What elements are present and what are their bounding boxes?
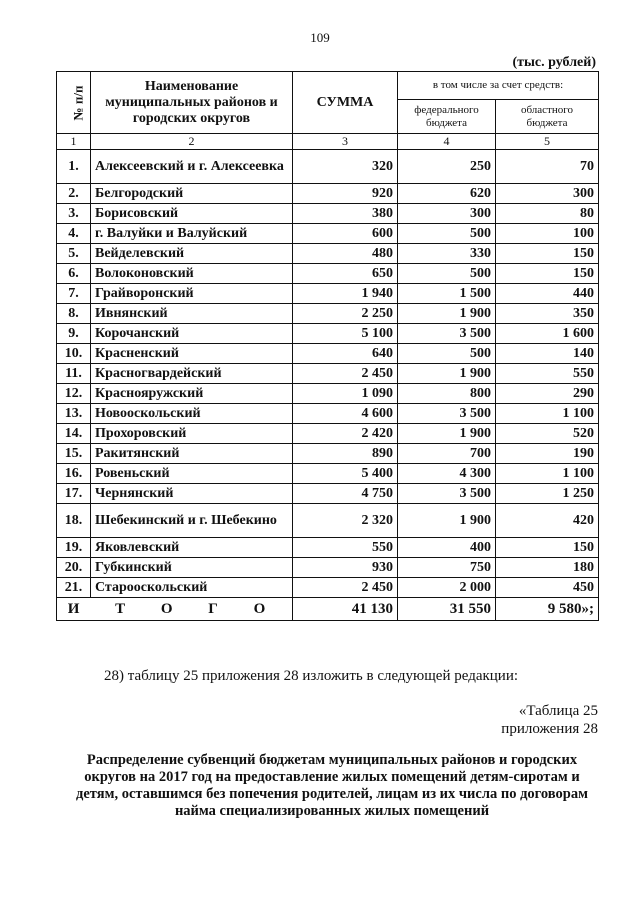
section-title: Распределение субвенций бюджетам муниципальных районов и городских округов на 2017 год на предоставление жилых помещений детям-сиротам и детям, оставшимся без попечения родителей, лицам из их числа по договорам найма специализированных жилых помещений <box>76 752 588 819</box>
table-row <box>57 558 599 578</box>
sum-value: 600 <box>293 224 398 244</box>
sum-value: 2 450 <box>293 364 398 384</box>
regional-value: 1 250 <box>496 484 599 504</box>
federal-value: 1 900 <box>398 504 496 538</box>
row-number: 21. <box>57 578 91 598</box>
total-label: И Т О Г О <box>57 598 293 621</box>
federal-value: 500 <box>398 224 496 244</box>
regional-value: 180 <box>496 558 599 578</box>
table-row <box>57 404 599 424</box>
row-number: 13. <box>57 404 91 424</box>
regional-value: 550 <box>496 364 599 384</box>
row-number: 3. <box>57 204 91 224</box>
column-index: 1 <box>57 134 91 150</box>
sum-value: 380 <box>293 204 398 224</box>
regional-value: 100 <box>496 224 599 244</box>
district-name: Краснояружский <box>91 384 293 404</box>
table-row <box>57 504 599 538</box>
federal-value: 3 500 <box>398 404 496 424</box>
row-number: 16. <box>57 464 91 484</box>
table-row <box>57 324 599 344</box>
row-number: 15. <box>57 444 91 464</box>
federal-value: 330 <box>398 244 496 264</box>
row-number: 6. <box>57 264 91 284</box>
total-federal: 31 550 <box>398 598 496 621</box>
header-name: Наименование муниципальных районов и городских округов <box>91 72 293 134</box>
regional-value: 450 <box>496 578 599 598</box>
sum-value: 930 <box>293 558 398 578</box>
row-number: 18. <box>57 504 91 538</box>
federal-value: 1 500 <box>398 284 496 304</box>
row-number: 14. <box>57 424 91 444</box>
header-num: № п/п <box>57 72 91 134</box>
district-name: Прохоровский <box>91 424 293 444</box>
regional-value: 150 <box>496 538 599 558</box>
federal-value: 4 300 <box>398 464 496 484</box>
table-row <box>57 424 599 444</box>
table-row <box>57 204 599 224</box>
federal-value: 750 <box>398 558 496 578</box>
table-row <box>57 444 599 464</box>
page-number: 109 <box>310 30 330 45</box>
amendment-paragraph: 28) таблицу 25 приложения 28 изложить в следующей редакции: <box>104 668 519 684</box>
sum-value: 2 450 <box>293 578 398 598</box>
column-index: 3 <box>293 134 398 150</box>
sum-value: 480 <box>293 244 398 264</box>
federal-value: 700 <box>398 444 496 464</box>
table-row <box>57 184 599 204</box>
table-row <box>57 150 599 184</box>
row-number: 10. <box>57 344 91 364</box>
regional-value: 440 <box>496 284 599 304</box>
sum-value: 4 600 <box>293 404 398 424</box>
district-name: Ракитянский <box>91 444 293 464</box>
federal-value: 300 <box>398 204 496 224</box>
row-number: 7. <box>57 284 91 304</box>
federal-value: 1 900 <box>398 304 496 324</box>
sum-value: 5 100 <box>293 324 398 344</box>
units-label: (тыс. рублей) <box>512 55 596 70</box>
district-name: Ровеньский <box>91 464 293 484</box>
federal-value: 3 500 <box>398 484 496 504</box>
row-number: 4. <box>57 224 91 244</box>
table-caption <box>501 702 598 738</box>
column-index-row <box>57 134 599 150</box>
district-name: Грайворонский <box>91 284 293 304</box>
row-number: 2. <box>57 184 91 204</box>
sum-value: 650 <box>293 264 398 284</box>
column-index: 2 <box>91 134 293 150</box>
table-row <box>57 244 599 264</box>
total-row <box>57 598 599 621</box>
district-name: Красногвардейский <box>91 364 293 384</box>
caption-line: приложения 28 <box>501 721 598 737</box>
regional-value: 70 <box>496 150 599 184</box>
total-regional: 9 580»; <box>496 598 599 621</box>
federal-value: 250 <box>398 150 496 184</box>
table-row <box>57 364 599 384</box>
header-regional: областного бюджета <box>496 100 599 134</box>
district-name: Губкинский <box>91 558 293 578</box>
district-name: Яковлевский <box>91 538 293 558</box>
sum-value: 1 090 <box>293 384 398 404</box>
district-name: г. Валуйки и Валуйский <box>91 224 293 244</box>
federal-value: 500 <box>398 264 496 284</box>
sum-value: 2 320 <box>293 504 398 538</box>
sum-value: 550 <box>293 538 398 558</box>
table-row <box>57 284 599 304</box>
district-name: Волоконовский <box>91 264 293 284</box>
row-number: 20. <box>57 558 91 578</box>
regional-value: 80 <box>496 204 599 224</box>
row-number: 1. <box>57 150 91 184</box>
district-name: Борисовский <box>91 204 293 224</box>
header-including: в том числе за счет средств: <box>398 72 599 100</box>
column-index: 5 <box>496 134 599 150</box>
regional-value: 300 <box>496 184 599 204</box>
total-sum: 41 130 <box>293 598 398 621</box>
sum-value: 4 750 <box>293 484 398 504</box>
caption-line: «Таблица 25 <box>518 703 598 719</box>
district-name: Красненский <box>91 344 293 364</box>
column-index: 4 <box>398 134 496 150</box>
federal-value: 800 <box>398 384 496 404</box>
regional-value: 350 <box>496 304 599 324</box>
row-number: 9. <box>57 324 91 344</box>
sum-value: 640 <box>293 344 398 364</box>
header-sum: СУММА <box>293 72 398 134</box>
row-number: 8. <box>57 304 91 324</box>
regional-value: 150 <box>496 244 599 264</box>
row-number: 17. <box>57 484 91 504</box>
district-name: Вейделевский <box>91 244 293 264</box>
federal-value: 620 <box>398 184 496 204</box>
table-row <box>57 538 599 558</box>
federal-value: 400 <box>398 538 496 558</box>
regional-value: 150 <box>496 264 599 284</box>
regional-value: 290 <box>496 384 599 404</box>
district-name: Шебекинский и г. Шебекино <box>91 504 293 538</box>
federal-value: 500 <box>398 344 496 364</box>
table-row <box>57 464 599 484</box>
sum-value: 5 400 <box>293 464 398 484</box>
federal-value: 1 900 <box>398 364 496 384</box>
district-name: Белгородский <box>91 184 293 204</box>
district-name: Корочанский <box>91 324 293 344</box>
sum-value: 2 250 <box>293 304 398 324</box>
sum-value: 890 <box>293 444 398 464</box>
regional-value: 140 <box>496 344 599 364</box>
row-number: 11. <box>57 364 91 384</box>
row-number: 5. <box>57 244 91 264</box>
table-row <box>57 264 599 284</box>
district-name: Алексеевский и г. Алексеевка <box>91 150 293 184</box>
district-name: Чернянский <box>91 484 293 504</box>
regional-value: 520 <box>496 424 599 444</box>
table-row <box>57 384 599 404</box>
regional-value: 1 600 <box>496 324 599 344</box>
table-row <box>57 224 599 244</box>
federal-value: 2 000 <box>398 578 496 598</box>
district-name: Ивнянский <box>91 304 293 324</box>
federal-value: 3 500 <box>398 324 496 344</box>
sum-value: 1 940 <box>293 284 398 304</box>
sum-value: 2 420 <box>293 424 398 444</box>
row-number: 19. <box>57 538 91 558</box>
header-federal: федерального бюджета <box>398 100 496 134</box>
district-name: Старооскольский <box>91 578 293 598</box>
table-row <box>57 304 599 324</box>
regional-value: 190 <box>496 444 599 464</box>
regional-value: 1 100 <box>496 464 599 484</box>
sum-value: 320 <box>293 150 398 184</box>
federal-value: 1 900 <box>398 424 496 444</box>
table-row <box>57 344 599 364</box>
regional-value: 420 <box>496 504 599 538</box>
sum-value: 920 <box>293 184 398 204</box>
table-row <box>57 484 599 504</box>
regional-value: 1 100 <box>496 404 599 424</box>
row-number: 12. <box>57 384 91 404</box>
budget-table <box>56 71 599 621</box>
district-name: Новооскольский <box>91 404 293 424</box>
table-row <box>57 578 599 598</box>
